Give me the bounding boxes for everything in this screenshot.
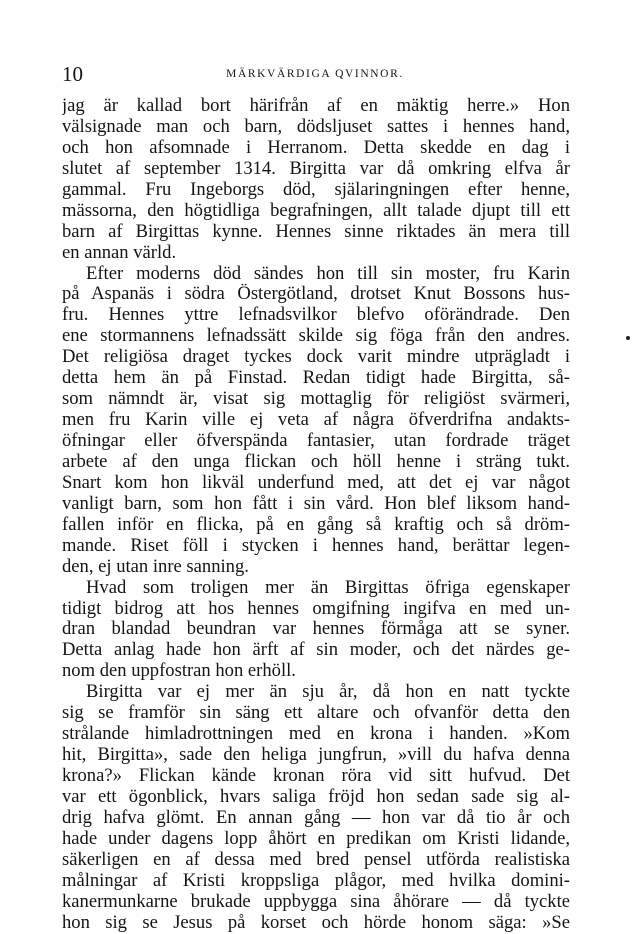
text-line: fallen inför en flicka, på en gång så kraftig och så dröm- xyxy=(62,514,570,535)
text-line: detta hem än på Finstad. Redan tidigt hade Birgitta, så- xyxy=(62,368,570,389)
paragraph-start-line: Hvad som troligen mer än Birgittas öfriga egenskaper xyxy=(86,577,570,598)
text-line: vanligt barn, som hon fått i sin vård. Hon blef liksom hand- xyxy=(62,493,570,514)
text-line: mässorna, den högtidliga begrafningen, allt talade djupt till ett xyxy=(62,200,570,221)
text-line: jag är kallad bort härifrån af en mäktig herre.» Hon xyxy=(62,96,570,116)
text-line: dran blandad beundran var hennes förmåga att se syner. xyxy=(62,619,570,640)
text-line: barn af Birgittas kynne. Hennes sinne riktades än mera till xyxy=(62,221,570,242)
text-line: gammal. Fru Ingeborgs död, själaringningen efter henne, xyxy=(62,179,570,200)
text-line: sig se framför sin säng ett altare och ofvanför detta den xyxy=(62,703,570,724)
text-line: Det religiösa draget tyckes dock varit mindre utprägladt i xyxy=(62,347,570,368)
text-line: målningar af Kristi kroppsliga plågor, med hvilka domini- xyxy=(62,870,570,891)
text-line: välsignade man och barn, dödsljuset sattes i hennes hand, xyxy=(62,116,570,137)
text-line: Snart kom hon likväl underfund med, att det ej var något xyxy=(62,472,570,493)
text-line: strålande himladrottningen med en krona i handen. »Kom xyxy=(62,724,570,745)
text-line: nom den uppfostran hon erhöll. xyxy=(62,661,296,682)
text-line: arbete af den unga flickan och höll henne i sträng tukt. xyxy=(62,451,570,472)
text-line: den, ej utan inre sanning. xyxy=(62,556,249,577)
text-line: fru. Hennes yttre lefnadsvilkor blefvo oförändrade. Den xyxy=(62,305,570,326)
text-line: slutet af september 1314. Birgitta var då omkring elfva år xyxy=(62,158,570,179)
body-text xyxy=(62,96,570,934)
text-line: var ett ögonblick, hvars saliga fröjd hon sedan sade sig al- xyxy=(62,786,570,807)
text-line: en annan värld. xyxy=(62,242,177,263)
text-line: mande. Riset föll i stycken i hennes hand, berättar legen- xyxy=(62,535,570,556)
running-title: MÄRKVÄRDIGA QVINNOR. xyxy=(226,68,404,80)
text-line: och hon afsomnade i Herranom. Detta skedde en dag i xyxy=(62,137,570,158)
text-line: kanermunkarne brukade uppbygga sina åhörare — då tyckte xyxy=(62,891,570,912)
text-line: tidigt bidrog att hos hennes omgifning ingifva en med un- xyxy=(62,598,570,619)
text-line: som nämndt är, visat sig mottaglig för religiöst svärmeri, xyxy=(62,389,570,410)
text-line: på Aspanäs i södra Östergötland, drotset Knut Bossons hus- xyxy=(62,284,570,305)
page-number: 10 xyxy=(62,62,83,86)
text-line: Detta anlag hade hon ärft af sin moder, och det närdes ge- xyxy=(62,640,570,661)
text-line: men fru Karin ville ej veta af några öfverdrifna andakts- xyxy=(62,410,570,431)
print-speck xyxy=(626,336,630,340)
text-line: krona?» Flickan kände kronan röra vid sitt hufvud. Det xyxy=(62,766,570,786)
paragraph-start-line: Efter moderns död sändes hon till sin moster, fru Karin xyxy=(86,263,570,284)
running-head xyxy=(62,62,568,86)
text-line: säkerligen en af dessa med bred pensel utförda realistiska xyxy=(62,849,570,870)
text-line: öfningar eller öfverspända fantasier, utan fordrade träget xyxy=(62,431,570,451)
text-line: drig hafva glömt. En annan gång — hon var då tio år och xyxy=(62,807,570,828)
paragraph-start-line: Birgitta var ej mer än sju år, då hon en natt tyckte xyxy=(86,682,570,703)
text-line: hit, Birgitta», sade den heliga jungfrun, »vill du hafva denna xyxy=(62,745,570,766)
text-line: hon sig se Jesus på korset och hörde honom säga: »Se xyxy=(62,912,570,933)
text-line: ene stormannens lefnadssätt skilde sig föga från den andres. xyxy=(62,326,570,347)
text-line: hade under dagens lopp åhört en predikan om Kristi lidande, xyxy=(62,828,570,849)
